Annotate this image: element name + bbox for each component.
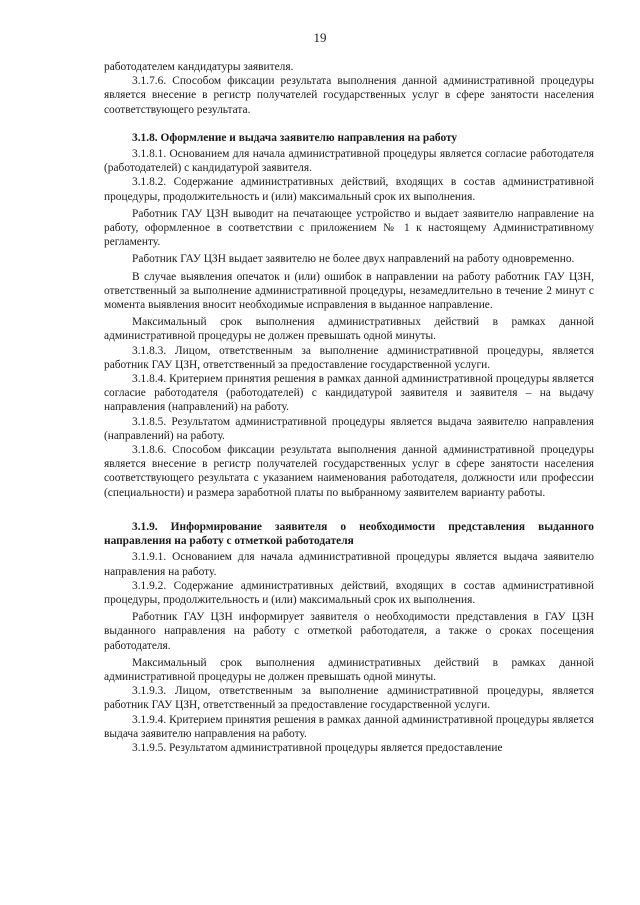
document-body <box>104 60 594 755</box>
paragraph-two-directions: Работник ГАУ ЦЗН выдает заявителю не более двух направлений на работу одновременно. <box>132 253 575 266</box>
paragraph-3-1-8-1: 3.1.8.1. Основанием для начала административной процедуры является согласие работодателя (работодателей) с кандидатурой заявителя. <box>104 148 594 175</box>
paragraph-3-1-8-6: 3.1.8.6. Способом фиксации результата выполнения данной административной процедуры является внесение в регистр получателей государственных услуг в сфере занятости населения соответствующего результата с указанием наименования работодателя, должности или профессии (специальности) и размера заработной платы по выбранному заявителем варианту работы. <box>104 444 594 499</box>
paragraph-3-1-9-2: 3.1.9.2. Содержание административных действий, входящих в состав административной процедуры, продолжительность и (или) максимальный срок их выполнения. <box>104 579 594 606</box>
paragraph-max-time-2: Максимальный срок выполнения административных действий в рамках данной административной процедуры не должен превышать одной минуты. <box>104 656 594 683</box>
paragraph-3-1-9-1: 3.1.9.1. Основанием для начала административной процедуры является выдача заявителю направления на работу. <box>104 551 594 578</box>
paragraph-3-1-9-4: 3.1.9.4. Критерием принятия решения в рамках данной административной процедуры является выдача заявителю направления на работу. <box>104 713 594 740</box>
paragraph-3-1-8-2: 3.1.8.2. Содержание административных действий, входящих в состав административной процедуры, продолжительность и (или) максимальный срок их выполнения. <box>104 176 594 203</box>
paragraph-inform-applicant: Работник ГАУ ЦЗН информирует заявителя о необходимости представления в ГАУ ЦЗН выданного направления на работу с отметкой работодателя, а также о сроках посещения работодателя. <box>104 611 594 652</box>
section-heading-3-1-8: 3.1.8. Оформление и выдача заявителю направления на работу <box>132 131 458 144</box>
paragraph-3-1-8-4: 3.1.8.4. Критерием принятия решения в рамках данной административной процедуры является согласие работодателя (работодателей) с кандидатурой заявителя и заявителя – на выдачу направления (направлений) на работу. <box>104 373 594 414</box>
paragraph-max-time: Максимальный срок выполнения административных действий в рамках данной административной процедуры не должен превышать одной минуты. <box>104 316 594 343</box>
paragraph-print-direction: Работник ГАУ ЦЗН выводит на печатающее устройство и выдает заявителю направление на работу, оформленное в соответствии с приложением № 1 к настоящему Административному регламенту. <box>104 207 594 249</box>
page-number: 19 <box>313 30 327 45</box>
paragraph-3-1-8-5: 3.1.8.5. Результатом административной процедуры является выдача заявителю направления (направлений) на работу. <box>104 415 594 442</box>
paragraph-continuation: работодателем кандидатуры заявителя. <box>104 61 294 73</box>
paragraph-3-1-9-5: 3.1.9.5. Результатом административной процедуры является предоставление <box>132 741 503 754</box>
paragraph-3-1-9-3: 3.1.9.3. Лицом, ответственным за выполнение административной процедуры, является работник ГАУ ЦЗН, ответственный за предоставление государственной услуги. <box>104 685 594 712</box>
section-heading-3-1-9: 3.1.9. Информирование заявителя о необходимости представления выданного направления на работу с отметкой работодателя <box>104 520 594 548</box>
paragraph-typos: В случае выявления опечаток и (или) ошибок в направлении на работу работник ГАУ ЦЗН, ответственный за выполнение административной процедуры, незамедлительно в течение 2 минут с момента выявления вносит необходимые исправления в выданное направление. <box>104 270 594 312</box>
paragraph-3-1-7-6: 3.1.7.6. Способом фиксации результата выполнения данной административной процедуры является внесение в регистр получателей государственных услуг в сфере занятости населения соответствующего результата. <box>104 75 594 116</box>
paragraph-3-1-8-3: 3.1.8.3. Лицом, ответственным за выполнение административной процедуры, является работник ГАУ ЦЗН, ответственный за предоставление государственной услуги. <box>104 344 594 371</box>
